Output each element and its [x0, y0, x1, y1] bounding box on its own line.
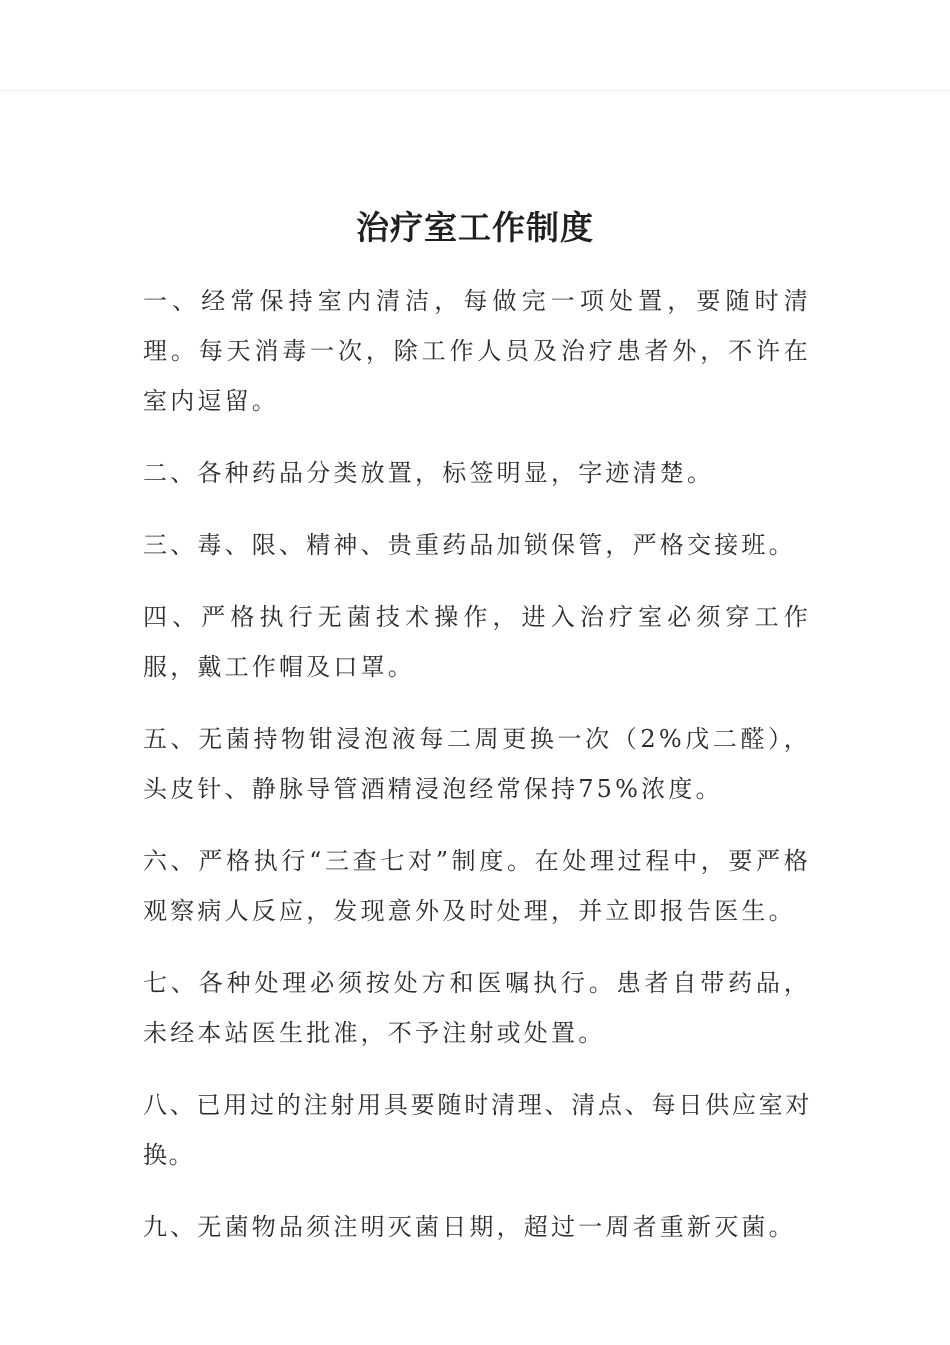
rule-item-3: 三、毒、限、精神、贵重药品加锁保管，严格交接班。	[143, 531, 796, 559]
rule-item-2: 二、各种药品分类放置，标签明显，字迹清楚。	[143, 459, 715, 487]
rules-list	[143, 276, 811, 1274]
rule-item-6: 六、严格执行“三查七对”制度。在处理过程中，要严格观察病人反应，发现意外及时处理，并立即报告医生。	[143, 847, 811, 925]
header-divider	[0, 90, 950, 91]
rule-item-1: 一、经常保持室内清洁，每做完一项处置，要随时清理。每天消毒一次，除工作人员及治疗患者外，不许在室内逗留。	[143, 287, 811, 415]
rule-item-9: 九、无菌物品须注明灭菌日期，超过一周者重新灭菌。	[143, 1213, 796, 1241]
rule-item-7: 七、各种处理必须按处方和医嘱执行。患者自带药品，未经本站医生批准，不予注射或处置。	[143, 969, 811, 1047]
rule-item-5: 五、无菌持物钳浸泡液每二周更换一次（2%戊二醛），头皮针、静脉导管酒精浸泡经常保持75%浓度。	[143, 725, 811, 803]
rule-item-8: 八、已用过的注射用具要随时清理、清点、每日供应室对换。	[143, 1091, 811, 1169]
page-title: 治疗室工作制度	[356, 208, 594, 247]
rule-item-4: 四、严格执行无菌技术操作，进入治疗室必须穿工作服，戴工作帽及口罩。	[143, 603, 811, 681]
